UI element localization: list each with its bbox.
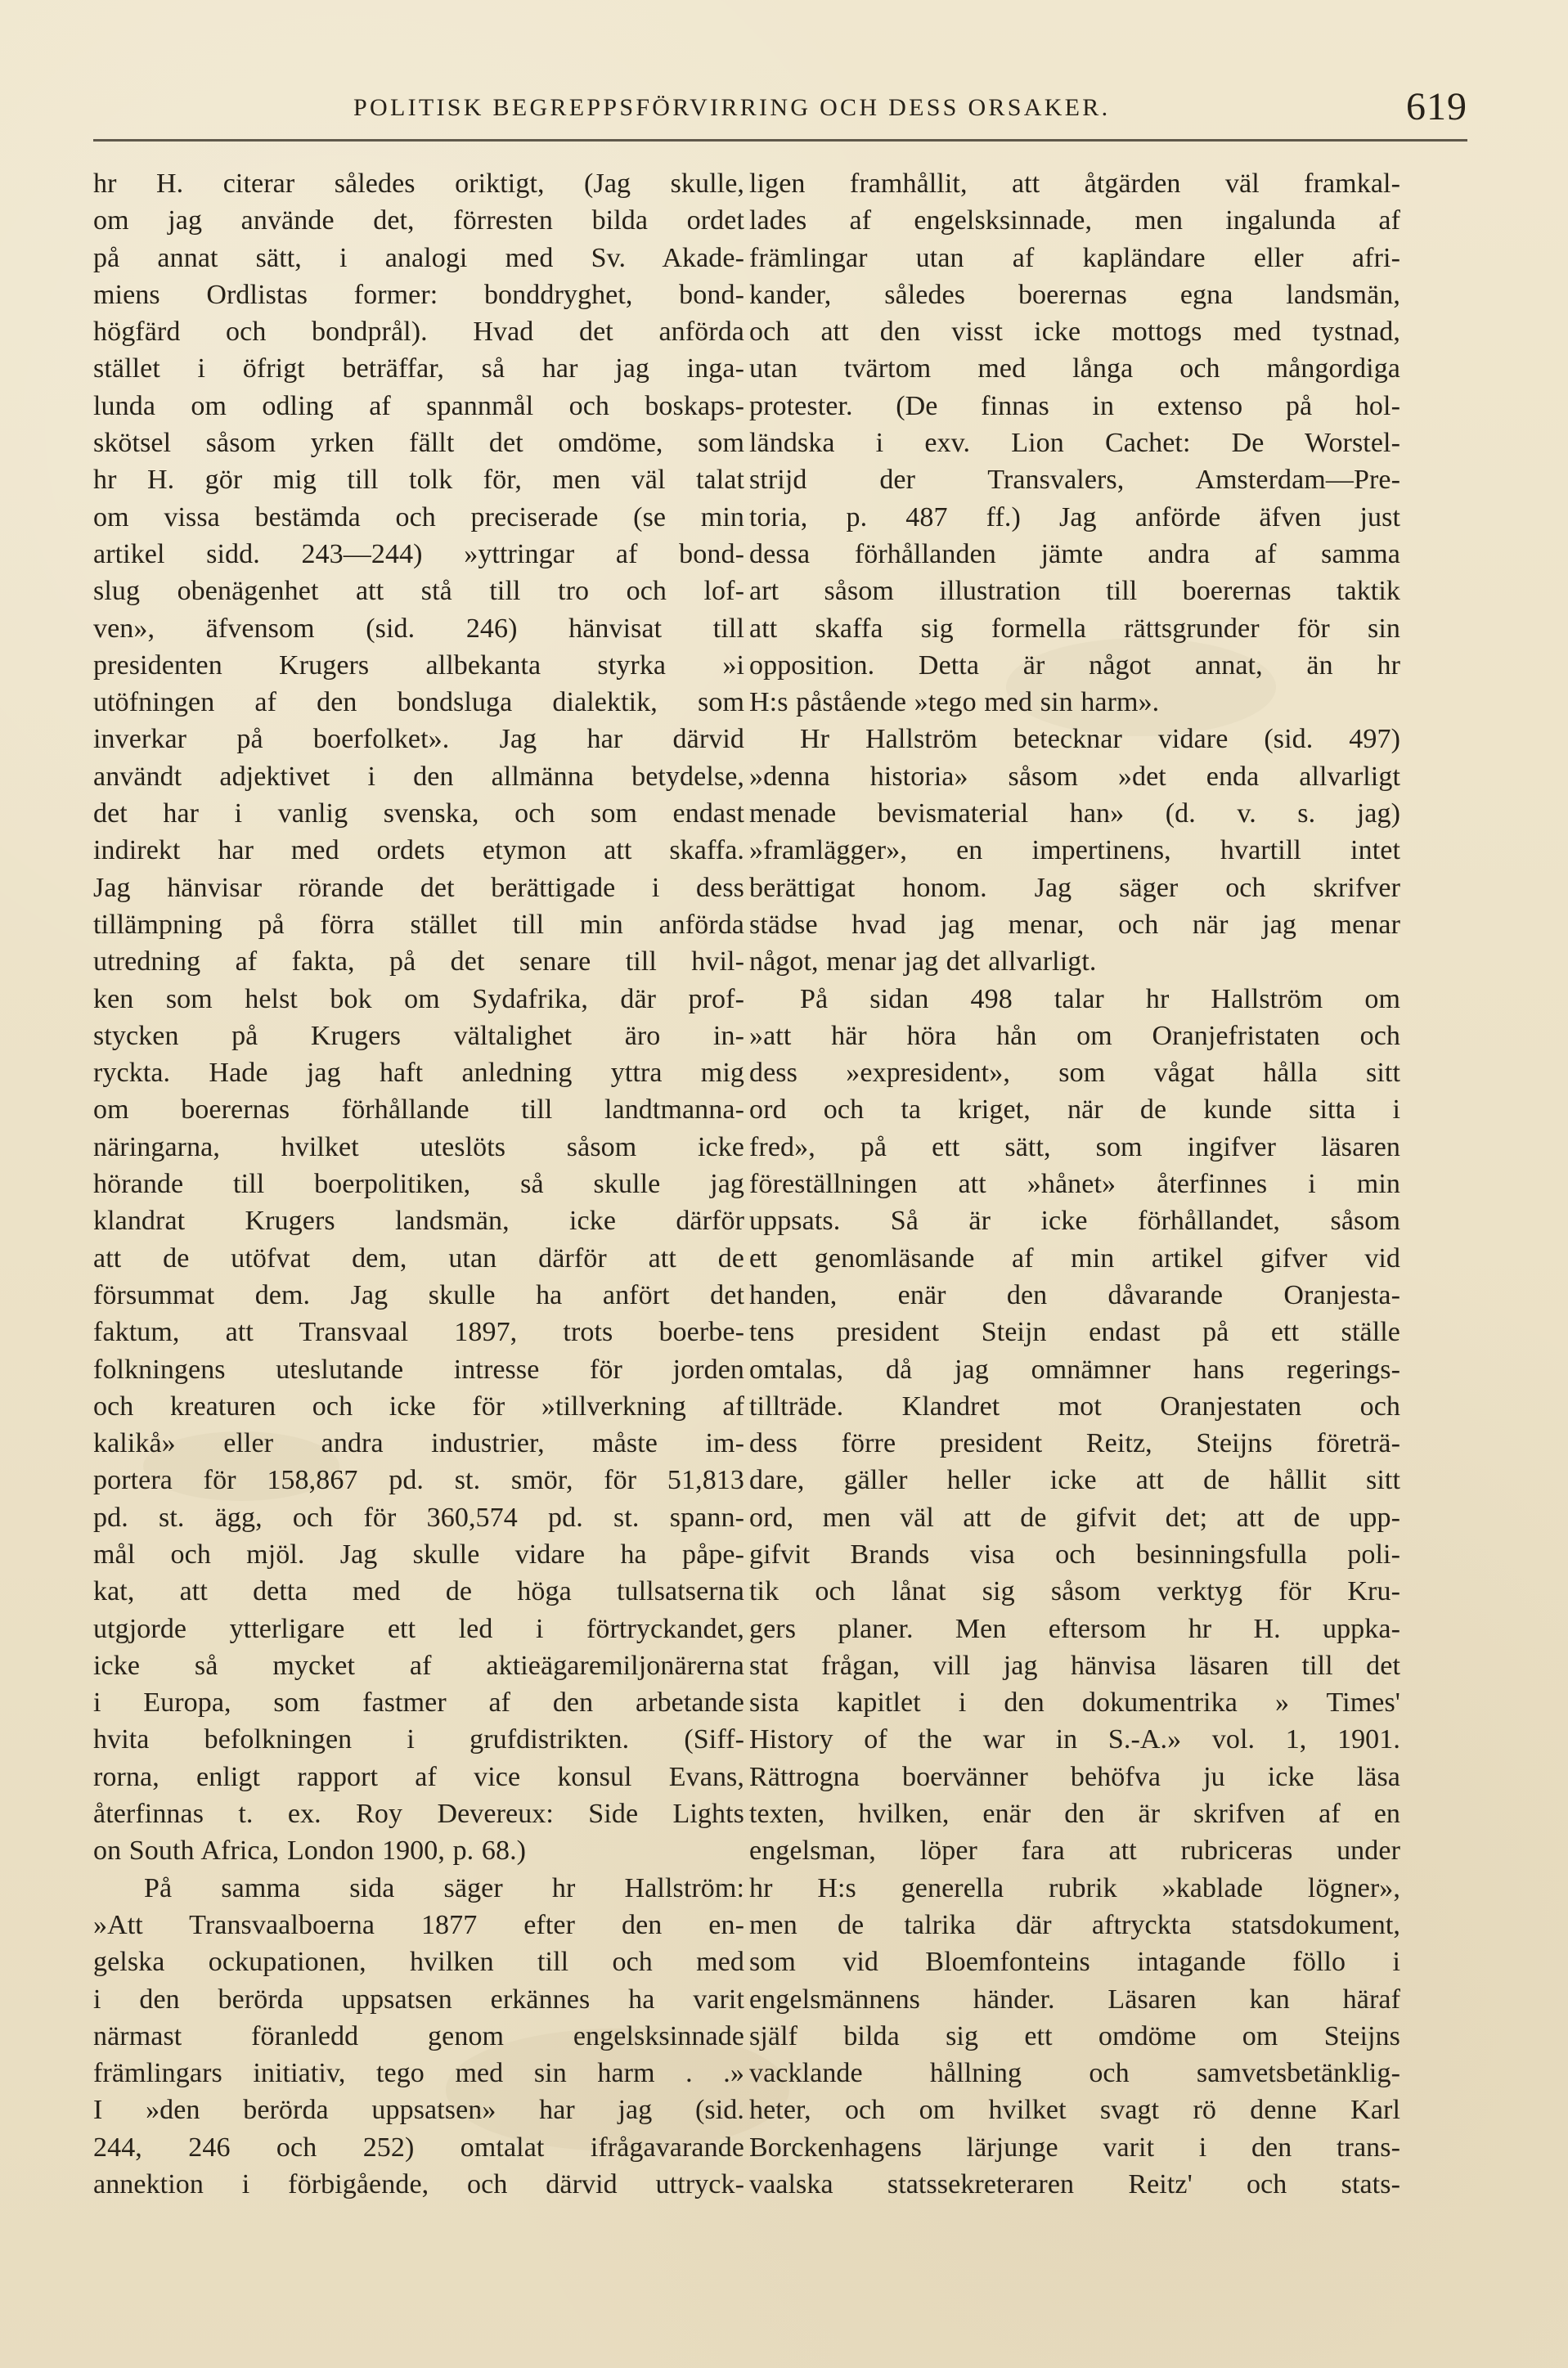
text-line: näringarna, hvilket uteslöts såsom icke <box>93 1131 744 1162</box>
text-line: att de utöfvat dem, utan därför att de <box>93 1242 744 1274</box>
text-line: klandrat Krugers landsmän, icke därför <box>93 1206 744 1237</box>
text-line: faktum, att Transvaal 1897, trots boerbe- <box>93 1317 744 1348</box>
text-line: ven», äfvensom (sid. 246) hänvisat till <box>93 613 744 644</box>
text-line: toria, p. 487 ff.) Jag anförde äfven just <box>749 501 1400 532</box>
text-line: ord, men väl att de gifvit det; att de upp- <box>749 1502 1400 1533</box>
text-line: hr H:s generella rubrik »kablade lögner», <box>749 1872 1400 1903</box>
text-line: artikel sidd. 243—244) »yttringar af bond- <box>93 538 744 569</box>
paragraph-start-line: På samma sida säger hr Hallström: <box>144 1872 744 1903</box>
text-line: ligen framhållit, att åtgärden väl framkal- <box>749 169 1400 199</box>
text-line: tillämpning på förra stället till min anförda <box>93 909 744 940</box>
text-line: att skaffa sig formella rättsgrunder för sin <box>749 613 1400 644</box>
text-line: mål och mjöl. Jag skulle vidare ha påpe- <box>93 1539 744 1570</box>
text-line: History of the war in S.-A.» vol. 1, 1901. <box>749 1724 1400 1755</box>
text-line: själf bilda sig ett omdöme om Steijns <box>749 2020 1400 2051</box>
right-column <box>749 165 1400 2316</box>
text-line: om vissa bestämda och preciserade (se min <box>93 501 744 532</box>
text-line: icke så mycket af aktieägaremiljonärerna <box>93 1650 744 1681</box>
text-line: ken som helst bok om Sydafrika, där prof- <box>93 983 744 1014</box>
header-rule <box>93 139 1467 142</box>
text-line: dess »expresident», som vågat hålla sitt <box>749 1058 1400 1089</box>
text-line: Jag hänvisar rörande det berättigade i dess <box>93 872 744 903</box>
text-line: art såsom illustration till boerernas taktik <box>749 576 1400 607</box>
text-line: presidenten Krugers allbekanta styrka »i <box>93 649 744 681</box>
text-line: tillträde. Klandret mot Oranjestaten och <box>749 1391 1400 1422</box>
text-line: vaalska statssekreteraren Reitz' och stats- <box>749 2169 1400 2200</box>
text-line: hr H. gör mig till tolk för, men väl talat <box>93 465 744 496</box>
text-line: och kreaturen och icke för »tillverkning af <box>93 1391 744 1422</box>
text-line: »att här höra hån om Oranjefristaten och <box>749 1020 1400 1051</box>
text-line: »framlägger», en impertinens, hvartill intet <box>749 835 1400 866</box>
text-line: återfinnas t. ex. Roy Devereux: Side Lights <box>93 1799 744 1830</box>
text-line: stycken på Krugers vältalighet äro in- <box>93 1020 744 1051</box>
text-line: »Att Transvaalboerna 1877 efter den en- <box>93 1909 744 1940</box>
text-line: sista kapitlet i den dokumentrika » Times' <box>749 1687 1400 1719</box>
text-line: on South Africa, London 1900, p. 68.) <box>93 1836 527 1867</box>
text-line: portera för 158,867 pd. st. smör, för 51,813 <box>93 1465 744 1496</box>
text-line: folkningens uteslutande intresse för jorden <box>93 1354 744 1385</box>
text-line: stället i öfrigt beträffar, så har jag inga- <box>93 353 744 384</box>
text-line: slug obenägenhet att stå till tro och lof- <box>93 576 744 607</box>
text-line: omtalas, då jag omnämner hans regerings- <box>749 1354 1400 1385</box>
text-line: försummat dem. Jag skulle ha anfört det <box>93 1279 744 1310</box>
text-line: dessa förhållanden jämte andra af samma <box>749 538 1400 569</box>
text-line: ord och ta kriget, när de kunde sitta i <box>749 1094 1400 1126</box>
paragraph-start-line: På sidan 498 talar hr Hallström om <box>800 983 1400 1014</box>
text-line: städse hvad jag menar, och när jag menar <box>749 909 1400 940</box>
text-line: föreställningen att »hånet» återfinnes i min <box>749 1169 1400 1200</box>
text-line: miens Ordlistas former: bonddryghet, bond- <box>93 279 744 310</box>
text-line: i Europa, som fastmer af den arbetande <box>93 1687 744 1719</box>
text-line: främlingar utan af kapländare eller afri- <box>749 242 1400 273</box>
text-line: uppsats. Så är icke förhållandet, såsom <box>749 1206 1400 1237</box>
text-line: fred», på ett sätt, som ingifver läsaren <box>749 1131 1400 1162</box>
paragraph-start-line: Hr Hallström betecknar vidare (sid. 497) <box>800 724 1400 755</box>
page-header <box>93 86 1467 137</box>
text-line: kalikå» eller andra industrier, måste im- <box>93 1428 744 1459</box>
text-line: H:s påstående »tego med sin harm». <box>749 687 1160 718</box>
text-line: indirekt har med ordets etymon att skaffa. <box>93 835 744 866</box>
page-number: 619 <box>1406 85 1467 128</box>
text-line: utgjorde ytterligare ett led i förtryckandet, <box>93 1613 744 1644</box>
text-line: utredning af fakta, på det senare till hvil- <box>93 946 744 977</box>
text-line: som vid Bloemfonteins intagande föllo i <box>749 1947 1400 1978</box>
text-line: handen, enär den dåvarande Oranjesta- <box>749 1279 1400 1310</box>
text-line: utöfningen af den bondsluga dialektik, som <box>93 687 744 718</box>
text-line: protester. (De finnas in extenso på hol- <box>749 390 1400 421</box>
text-line: lunda om odling af spannmål och boskaps- <box>93 390 744 421</box>
text-line: inverkar på boerfolket». Jag har därvid <box>93 724 744 755</box>
text-line: om jag använde det, förresten bilda ordet <box>93 205 744 236</box>
text-line: främlingars initiativ, tego med sin harm . .» <box>93 2058 744 2089</box>
text-line: tik och lånat sig såsom verktyg för Kru- <box>749 1576 1400 1607</box>
text-line: pd. st. ägg, och för 360,574 pd. st. spann- <box>93 1502 744 1533</box>
text-line: användt adjektivet i den allmänna betydelse, <box>93 761 744 792</box>
text-line: det har i vanlig svenska, och som endast <box>93 798 744 829</box>
text-line: gelska ockupationen, hvilken till och med <box>93 1947 744 1978</box>
text-line: gers planer. Men eftersom hr H. uppka- <box>749 1613 1400 1644</box>
text-line: högfärd och bondprål). Hvad det anförda <box>93 317 744 348</box>
text-line: och att den visst icke mottogs med tystnad, <box>749 317 1400 348</box>
text-line: strijd der Transvalers, Amsterdam—Pre- <box>749 465 1400 496</box>
text-line: texten, hvilken, enär den är skrifven af en <box>749 1799 1400 1830</box>
text-line: 244, 246 och 252) omtalat ifrågavarande <box>93 2132 744 2163</box>
text-line: hr H. citerar således oriktigt, (Jag skulle, <box>93 169 744 199</box>
left-column <box>93 165 744 2316</box>
text-line: Rättrogna boervänner behöfva ju icke läsa <box>749 1761 1400 1792</box>
text-line: om boerernas förhållande till landtmanna- <box>93 1094 744 1126</box>
text-line: tens president Steijn endast på ett ställe <box>749 1317 1400 1348</box>
text-line: opposition. Detta är något annat, än hr <box>749 649 1400 681</box>
text-line: skötsel såsom yrken fällt det omdöme, som <box>93 428 744 459</box>
text-line: i den berörda uppsatsen erkännes ha varit <box>93 1984 744 2015</box>
text-line: vacklande hållning och samvetsbetänklig- <box>749 2058 1400 2089</box>
text-line: berättigat honom. Jag säger och skrifver <box>749 872 1400 903</box>
text-line: dess förre president Reitz, Steijns företrä- <box>749 1428 1400 1459</box>
text-line: ett genomläsande af min artikel gifver vid <box>749 1242 1400 1274</box>
text-line: kat, att detta med de höga tullsatserna <box>93 1576 744 1607</box>
text-line: dare, gäller heller icke att de hållit sitt <box>749 1465 1400 1496</box>
text-line: närmast föranledd genom engelsksinnade <box>93 2020 744 2051</box>
text-line: något, menar jag det allvarligt. <box>749 946 1097 977</box>
text-line: hörande till boerpolitiken, så skulle jag <box>93 1169 744 1200</box>
text-line: annektion i förbigående, och därvid uttryck- <box>93 2169 744 2200</box>
text-line: ryckta. Hade jag haft anledning yttra mig <box>93 1058 744 1089</box>
text-line: stat frågan, vill jag hänvisa läsaren till det <box>749 1650 1400 1681</box>
text-line: Borckenhagens lärjunge varit i den trans- <box>749 2132 1400 2163</box>
text-line: engelsmännens händer. Läsaren kan häraf <box>749 1984 1400 2015</box>
text-line: ländska i exv. Lion Cachet: De Worstel- <box>749 428 1400 459</box>
text-line: I »den berörda uppsatsen» har jag (sid. <box>93 2095 744 2126</box>
text-line: menade bevismaterial han» (d. v. s. jag) <box>749 798 1400 829</box>
text-line: på annat sätt, i analogi med Sv. Akade- <box>93 242 744 273</box>
text-line: rorna, enligt rapport af vice konsul Evans, <box>93 1761 744 1792</box>
text-line: kander, således boerernas egna landsmän, <box>749 279 1400 310</box>
running-head: POLITISK BEGREPPSFÖRVIRRING OCH DESS ORSAKER. <box>353 94 1111 121</box>
text-line: utan tvärtom med långa och mångordiga <box>749 353 1400 384</box>
text-line: heter, och om hvilket svagt rö denne Karl <box>749 2095 1400 2126</box>
text-line: hvita befolkningen i grufdistrikten. (Siff- <box>93 1724 744 1755</box>
text-line: gifvit Brands visa och besinningsfulla poli- <box>749 1539 1400 1570</box>
text-line: engelsman, löper fara att rubriceras under <box>749 1836 1400 1867</box>
text-line: »denna historia» såsom »det enda allvarligt <box>749 761 1400 792</box>
text-line: men de talrika där aftryckta statsdokument, <box>749 1909 1400 1940</box>
text-line: lades af engelsksinnade, men ingalunda af <box>749 205 1400 236</box>
